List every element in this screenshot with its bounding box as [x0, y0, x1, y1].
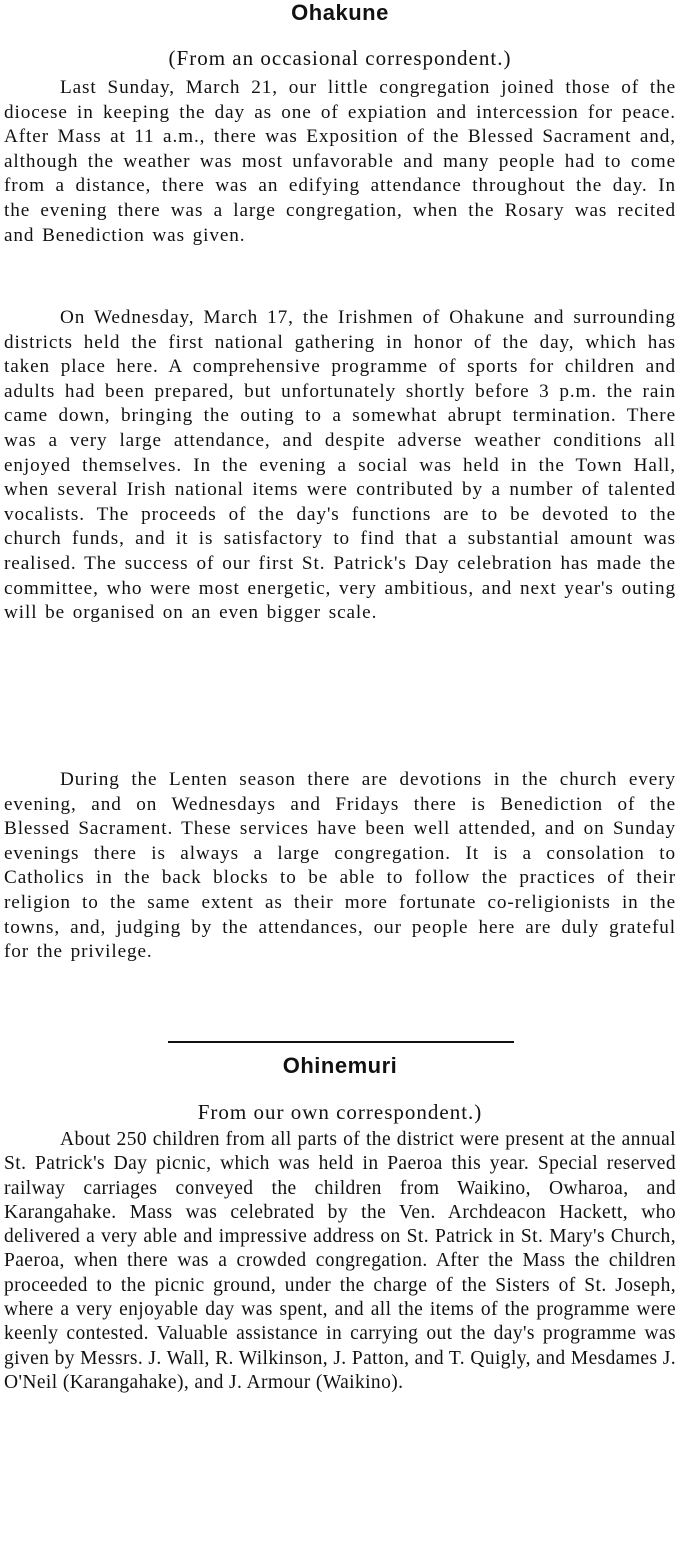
section-divider — [168, 1041, 514, 1043]
section-byline: From our own correspondent.) — [197, 1100, 483, 1124]
section-title: Ohinemuri — [282, 1053, 398, 1078]
section-title: Ohakune — [291, 0, 389, 25]
paragraph: About 250 children from all parts of the district were present at the annual St. Patrick's Day picnic, which was held in Paeroa this year. Special reserved railway carriages conveyed the children from Waikino, Owharoa, and Karangahake. Mass was celebrated by the Ven. Archdeacon Hackett, who delivered a very able and impressive address on St. Patrick in St. Mary's Church, Paeroa, when there was a crowded congregation. After the Mass the children proceeded to the picnic ground, under the charge of the Sisters of St. Joseph, where a very enjoyable day was spent, and all the items of the programme were keenly contested. Valuable assistance in carrying out the day's programme was given by Messrs. J. Wall, R. Wilkinson, J. Patton, and T. Quigly, and Mesdames J. O'Neil (Karangahake), and J. Armour (Waikino). — [4, 1129, 676, 1393]
paragraph: Last Sunday, March 21, our little congregation joined those of the diocese in keeping the day as one of expiation and intercession for peace. After Mass at 11 a.m., there was Exposition of the Blessed Sacrament and, although the weather was most unfavorable and many people had to come from a distance, there was an edifying attendance throughout the day. In the evening there was a large congregation, when the Rosary was recited and Benediction was given. — [4, 77, 676, 246]
section-byline: (From an occasional correspondent.) — [168, 46, 512, 70]
paragraph: During the Lenten season there are devotions in the church every evening, and on Wednesdays and Fridays there is Benediction of the Blessed Sacrament. These services have been well attended, and on Sunday evenings there is always a large congregation. It is a consolation to Catholics in the back blocks to be able to follow the practices of their religion to the same extent as their more fortunate co-religionists in the towns, and, judging by the attendances, our people here are duly grateful for the privilege. — [4, 769, 676, 963]
paragraph: On Wednesday, March 17, the Irishmen of Ohakune and surrounding districts held the first national gathering in honor of the day, which has taken place here. A comprehensive programme of sports for children and adults had been prepared, but unfortunately shortly before 3 p.m. the rain came down, bringing the outing to a somewhat abrupt termination. There was a very large attendance, and despite adverse weather conditions all enjoyed themselves. In the evening a social was held in the Town Hall, when several Irish national items were contributed by a number of talented vocalists. The proceeds of the day's functions are to be devoted to the church funds, and it is satisfactory to find that a substantial amount was realised. The success of our first St. Patrick's Day celebration has made the committee, who were most energetic, very ambitious, and next year's outing will be organised on an even bigger scale. — [4, 307, 676, 624]
